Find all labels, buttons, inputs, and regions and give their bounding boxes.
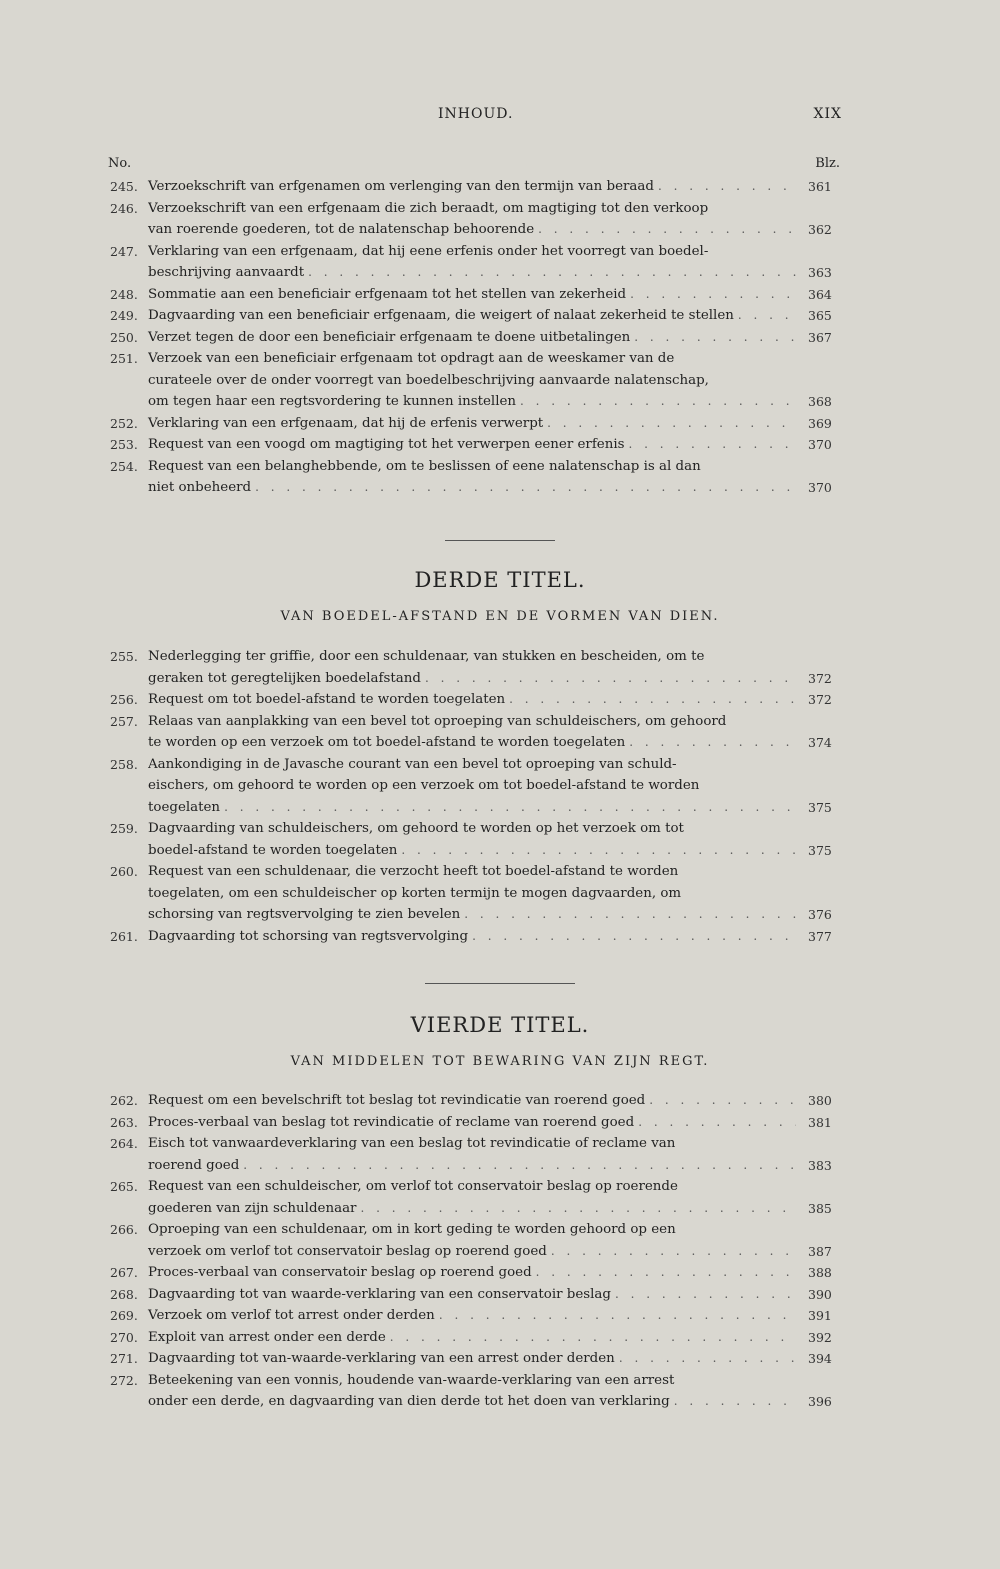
entry-page-number: 370	[808, 437, 832, 452]
entry-text	[148, 1219, 800, 1262]
dot-leader	[638, 1112, 796, 1134]
dot-leader	[224, 797, 796, 819]
entry-line: Request van een schuldenaar, die verzocht heeft tot boedel-afstand te worden	[148, 864, 679, 879]
entry-line-text: Proces-verbaal van conservatoir beslag op roerend goed	[148, 1265, 532, 1280]
entry-text	[148, 1348, 800, 1370]
dot-leader	[551, 1241, 796, 1263]
entry-line-text: schorsing van regtsvervolging te zien bevelen	[148, 907, 461, 922]
toc-entry	[0, 305, 1000, 327]
entry-line: Verklaring van een erfgenaam, dat hij eene erfenis onder het voorregt van boedel-	[148, 243, 709, 259]
toc-entry	[0, 1305, 1000, 1327]
toc-list	[0, 646, 1000, 947]
entry-text	[148, 754, 800, 819]
dot-leader	[649, 1090, 796, 1112]
dot-leader	[472, 926, 796, 948]
entry-line	[148, 305, 800, 327]
entry-page-number: 374	[808, 735, 832, 750]
entry-line	[148, 1155, 800, 1177]
dot-leader	[674, 1391, 796, 1413]
entry-line: Request van een belanghebbende, om te beslissen of eene nalatenschap is al dan	[148, 458, 701, 474]
entry-page-number: 375	[808, 842, 832, 858]
entry-line-text: Proces-verbaal van beslag tot revindicatie of reclame van roerend goed	[148, 1114, 635, 1130]
entry-number: 258.	[110, 756, 138, 772]
entry-number: 255.	[110, 649, 138, 664]
entry-line: Eisch tot vanwaardeverklaring van een beslag tot revindicatie of reclame van	[148, 1136, 676, 1151]
entry-line-text: roerend goed	[148, 1157, 240, 1173]
entry-line	[148, 1284, 800, 1306]
toc-entry	[0, 1284, 1000, 1306]
entry-line	[148, 262, 800, 284]
entry-line-text: boedel-afstand te worden toegelaten	[148, 842, 398, 858]
entry-text	[148, 413, 800, 435]
entry-number: 261.	[110, 928, 138, 944]
entry-text	[148, 305, 800, 327]
entry-line	[148, 689, 800, 711]
entry-line	[148, 1348, 800, 1370]
entry-number: 259.	[110, 821, 138, 836]
entry-line-text: Request van een voogd om magtiging tot het verwerpen eener erfenis	[148, 437, 625, 452]
entry-line	[148, 391, 800, 413]
dot-leader	[401, 840, 796, 862]
entry-page-number: 375	[808, 799, 832, 815]
running-head	[0, 106, 1000, 130]
entry-line-text: Request om tot boedel-afstand te worden toegelaten	[148, 692, 506, 707]
entry-number: 250.	[110, 329, 138, 345]
entry-text	[148, 1305, 800, 1327]
entry-line: Verzoek van een beneficiair erfgenaam tot opdragt aan de weeskamer van de	[148, 351, 675, 366]
entry-page-number: 396	[808, 1394, 832, 1409]
entry-page-number: 367	[808, 329, 832, 345]
toc-entry	[0, 1133, 1000, 1176]
entry-line-text: geraken tot geregtelijken boedelafstand	[148, 670, 421, 686]
entry-text	[148, 818, 800, 861]
entry-line-text: toegelaten	[148, 799, 221, 815]
dot-leader	[439, 1305, 796, 1327]
section-title: DERDE TITEL.	[414, 568, 586, 592]
entry-number: 253.	[110, 437, 138, 452]
entry-line: Oproeping van een schuldenaar, om in kort geding te worden gehoord op een	[148, 1222, 676, 1237]
entry-number: 257.	[110, 713, 138, 729]
entry-number: 246.	[110, 200, 138, 216]
entry-page-number: 388	[808, 1265, 832, 1280]
entry-line	[148, 1262, 800, 1284]
entry-number: 245.	[110, 179, 138, 194]
entry-page-number: 385	[808, 1200, 832, 1216]
entry-line-text: Verzet tegen de door een beneficiair erfgenaam te doene uitbetalingen	[148, 329, 631, 345]
entry-page-number: 380	[808, 1093, 832, 1108]
entry-line	[148, 284, 800, 306]
dot-leader	[360, 1198, 796, 1220]
dot-leader	[255, 477, 796, 499]
toc-entry	[0, 327, 1000, 349]
toc-entry	[0, 1370, 1000, 1413]
entry-text	[148, 1370, 800, 1413]
entry-line	[148, 1198, 800, 1220]
entry-line: Request van een schuldeischer, om verlof tot conservatoir beslag op roerende	[148, 1179, 678, 1194]
entry-line	[148, 1305, 800, 1327]
dot-leader	[738, 305, 796, 327]
dot-leader	[629, 434, 797, 456]
entry-page-number: 368	[808, 394, 832, 409]
entry-line	[148, 477, 800, 499]
dot-leader	[630, 284, 796, 306]
toc-entry	[0, 456, 1000, 499]
entry-line-text: Sommatie aan een beneficiair erfgenaam tot het stellen van zekerheid	[148, 286, 627, 302]
entry-number: 262.	[110, 1093, 138, 1108]
entry-page-number: 376	[808, 907, 832, 922]
dot-leader	[615, 1284, 796, 1306]
entry-page-number: 390	[808, 1286, 832, 1302]
entry-page-number: 365	[808, 308, 832, 323]
entry-text	[148, 198, 800, 241]
entry-text	[148, 1327, 800, 1349]
entry-line	[148, 1112, 800, 1134]
entry-line	[148, 1241, 800, 1263]
entry-number: 248.	[110, 286, 138, 302]
entry-number: 254.	[110, 458, 138, 474]
section-rule	[425, 983, 575, 984]
entry-text	[148, 327, 800, 349]
column-headings	[0, 156, 1000, 176]
entry-line-text: Verzoekschrift van erfgenamen om verlenging van den termijn van beraad	[148, 179, 654, 194]
toc-entry	[0, 1262, 1000, 1284]
toc-entry	[0, 434, 1000, 456]
entry-number: 260.	[110, 864, 138, 879]
entry-line-text: te worden op een verzoek om tot boedel-afstand te worden toegelaten	[148, 735, 626, 750]
toc-entry	[0, 1176, 1000, 1219]
section-rule	[445, 540, 555, 541]
entry-text	[148, 456, 800, 499]
entry-text	[148, 348, 800, 413]
entry-line-text: goederen van zijn schuldenaar	[148, 1200, 357, 1216]
entry-line	[148, 1391, 800, 1413]
entry-number: 272.	[110, 1372, 138, 1388]
entry-line: Dagvaarding van schuldeischers, om gehoord te worden op het verzoek om tot	[148, 821, 684, 836]
entry-line: Nederlegging ter griffie, door een schuldenaar, van stukken en bescheiden, om te	[148, 649, 705, 664]
dot-leader	[243, 1155, 796, 1177]
toc-entry	[0, 1112, 1000, 1134]
entry-line	[148, 904, 800, 926]
entry-page-number: 392	[808, 1329, 832, 1345]
entry-line: Aankondiging in de Javasche courant van een bevel tot oproeping van schuld-	[148, 756, 677, 772]
entry-line: Relaas van aanplakking van een bevel tot oproeping van schuldeischers, om gehoord	[148, 713, 727, 729]
dot-leader	[538, 219, 796, 241]
entry-line	[148, 797, 800, 819]
entry-page-number: 394	[808, 1351, 832, 1366]
page-column-heading: Blz.	[815, 156, 840, 171]
entry-number: 268.	[110, 1286, 138, 1302]
entry-page-number: 362	[808, 222, 832, 237]
entry-line	[148, 327, 800, 349]
dot-leader	[536, 1262, 796, 1284]
entry-text	[148, 689, 800, 711]
entry-text	[148, 711, 800, 754]
entry-text	[148, 284, 800, 306]
entry-text	[148, 861, 800, 926]
folio: XIX	[813, 106, 842, 122]
entry-page-number: 372	[808, 692, 832, 707]
dot-leader	[629, 732, 796, 754]
entry-number: 267.	[110, 1265, 138, 1280]
entry-page-number: 372	[808, 670, 832, 686]
toc-entry	[0, 241, 1000, 284]
entry-text	[148, 241, 800, 284]
entry-number: 263.	[110, 1114, 138, 1130]
entry-number: 265.	[110, 1179, 138, 1194]
toc-entry	[0, 1327, 1000, 1349]
entry-text	[148, 434, 800, 456]
entry-number: 256.	[110, 692, 138, 707]
entry-page-number: 361	[808, 179, 832, 194]
entry-number: 252.	[110, 415, 138, 431]
toc-entry	[0, 284, 1000, 306]
entry-line: toegelaten, om een schuldeischer op korten termijn te mogen dagvaarden, om	[148, 885, 682, 901]
number-column-heading: No.	[108, 156, 132, 171]
dot-leader	[509, 689, 796, 711]
entry-line-text: verzoek om verlof tot conservatoir beslag op roerend goed	[148, 1243, 547, 1259]
entry-page-number: 370	[808, 480, 832, 495]
entry-line-text: Verzoek om verlof tot arrest onder derden	[148, 1308, 435, 1323]
dot-leader	[390, 1327, 796, 1349]
entry-text	[148, 1176, 800, 1219]
entry-page-number: 391	[808, 1308, 832, 1323]
entry-line	[148, 1327, 800, 1349]
entry-line: curateele over de onder voorregt van boedelbeschrijving aanvaarde nalatenschap,	[148, 372, 709, 388]
dot-leader	[425, 668, 796, 690]
entry-number: 251.	[110, 351, 138, 366]
entry-line-text: beschrijving aanvaardt	[148, 265, 305, 280]
entry-number: 264.	[110, 1136, 138, 1151]
toc-entry	[0, 926, 1000, 948]
toc-entry	[0, 754, 1000, 819]
toc-entry	[0, 818, 1000, 861]
entry-number: 247.	[110, 243, 138, 259]
entry-number: 271.	[110, 1351, 138, 1366]
entry-line: eischers, om gehoord te worden op een verzoek om tot boedel-afstand te worden	[148, 778, 700, 793]
entry-page-number: 383	[808, 1157, 832, 1173]
entry-text	[148, 1284, 800, 1306]
entry-line: Verzoekschrift van een erfgenaam die zich beraadt, om magtiging tot den verkoop	[148, 200, 709, 216]
dot-leader	[520, 391, 796, 413]
entry-line-text: Dagvaarding tot schorsing van regtsvervolging	[148, 928, 469, 944]
entry-page-number: 387	[808, 1243, 832, 1259]
entry-line-text: niet onbeheerd	[148, 480, 252, 495]
entry-line-text: Exploit van arrest onder een derde	[148, 1329, 386, 1345]
entry-text	[148, 1090, 800, 1112]
entry-text	[148, 1262, 800, 1284]
entry-line	[148, 668, 800, 690]
entry-line	[148, 413, 800, 435]
entry-line-text: van roerende goederen, tot de nalatenschap behoorende	[148, 222, 535, 237]
running-title: INHOUD.	[438, 106, 514, 122]
entry-line	[148, 840, 800, 862]
toc-entry	[0, 711, 1000, 754]
entry-text	[148, 176, 800, 198]
toc-list	[0, 176, 1000, 499]
entry-number: 249.	[110, 308, 138, 323]
entry-line-text: Dagvaarding van een beneficiair erfgenaam, die weigert of nalaat zekerheid te stellen	[148, 308, 734, 323]
entry-line	[148, 219, 800, 241]
entry-line	[148, 732, 800, 754]
entry-line	[148, 434, 800, 456]
toc-entry	[0, 413, 1000, 435]
toc-entry	[0, 1219, 1000, 1262]
entry-line-text: Dagvaarding tot van-waarde-verklaring van een arrest onder derden	[148, 1351, 615, 1366]
entry-page-number: 369	[808, 415, 832, 431]
entry-text	[148, 1112, 800, 1134]
dot-leader	[464, 904, 796, 926]
entry-number: 266.	[110, 1222, 138, 1237]
entry-number: 269.	[110, 1308, 138, 1323]
dot-leader	[547, 413, 796, 435]
entry-line: Beteekening van een vonnis, houdende van-waarde-verklaring van een arrest	[148, 1372, 675, 1388]
dot-leader	[658, 176, 796, 198]
entry-line	[148, 176, 800, 198]
entry-line-text: Request om een bevelschrift tot beslag tot revindicatie van roerend goed	[148, 1093, 646, 1108]
dot-leader	[308, 262, 796, 284]
entry-page-number: 377	[808, 928, 832, 944]
entry-text	[148, 1133, 800, 1176]
toc-entry	[0, 861, 1000, 926]
section-subtitle: VAN MIDDELEN TOT BEWARING VAN ZIJN REGT.	[290, 1054, 710, 1069]
toc-entry	[0, 348, 1000, 413]
entry-line-text: Dagvaarding tot van waarde-verklaring van een conservatoir beslag	[148, 1286, 611, 1302]
entry-text	[148, 646, 800, 689]
entry-number: 270.	[110, 1329, 138, 1345]
section-subtitle: VAN BOEDEL-AFSTAND EN DE VORMEN VAN DIEN.	[280, 609, 720, 624]
entry-line-text: onder een derde, en dagvaarding van dien derde tot het doen van verklaring	[148, 1394, 670, 1409]
toc-entry	[0, 646, 1000, 689]
dot-leader	[634, 327, 796, 349]
toc-entry	[0, 198, 1000, 241]
toc-entry	[0, 1348, 1000, 1370]
entry-page-number: 363	[808, 265, 832, 280]
entry-page-number: 381	[808, 1114, 832, 1130]
entry-line	[148, 1090, 800, 1112]
toc-entry	[0, 176, 1000, 198]
toc-entry	[0, 1090, 1000, 1112]
entry-line-text: Verklaring van een erfgenaam, dat hij de erfenis verwerpt	[148, 415, 544, 431]
section-title: VIERDE TITEL.	[410, 1013, 590, 1037]
entry-line	[148, 926, 800, 948]
toc-entry	[0, 689, 1000, 711]
entry-text	[148, 926, 800, 948]
dot-leader	[619, 1348, 796, 1370]
toc-list	[0, 1090, 1000, 1413]
entry-page-number: 364	[808, 286, 832, 302]
entry-line-text: om tegen haar een regtsvordering te kunnen instellen	[148, 394, 517, 409]
